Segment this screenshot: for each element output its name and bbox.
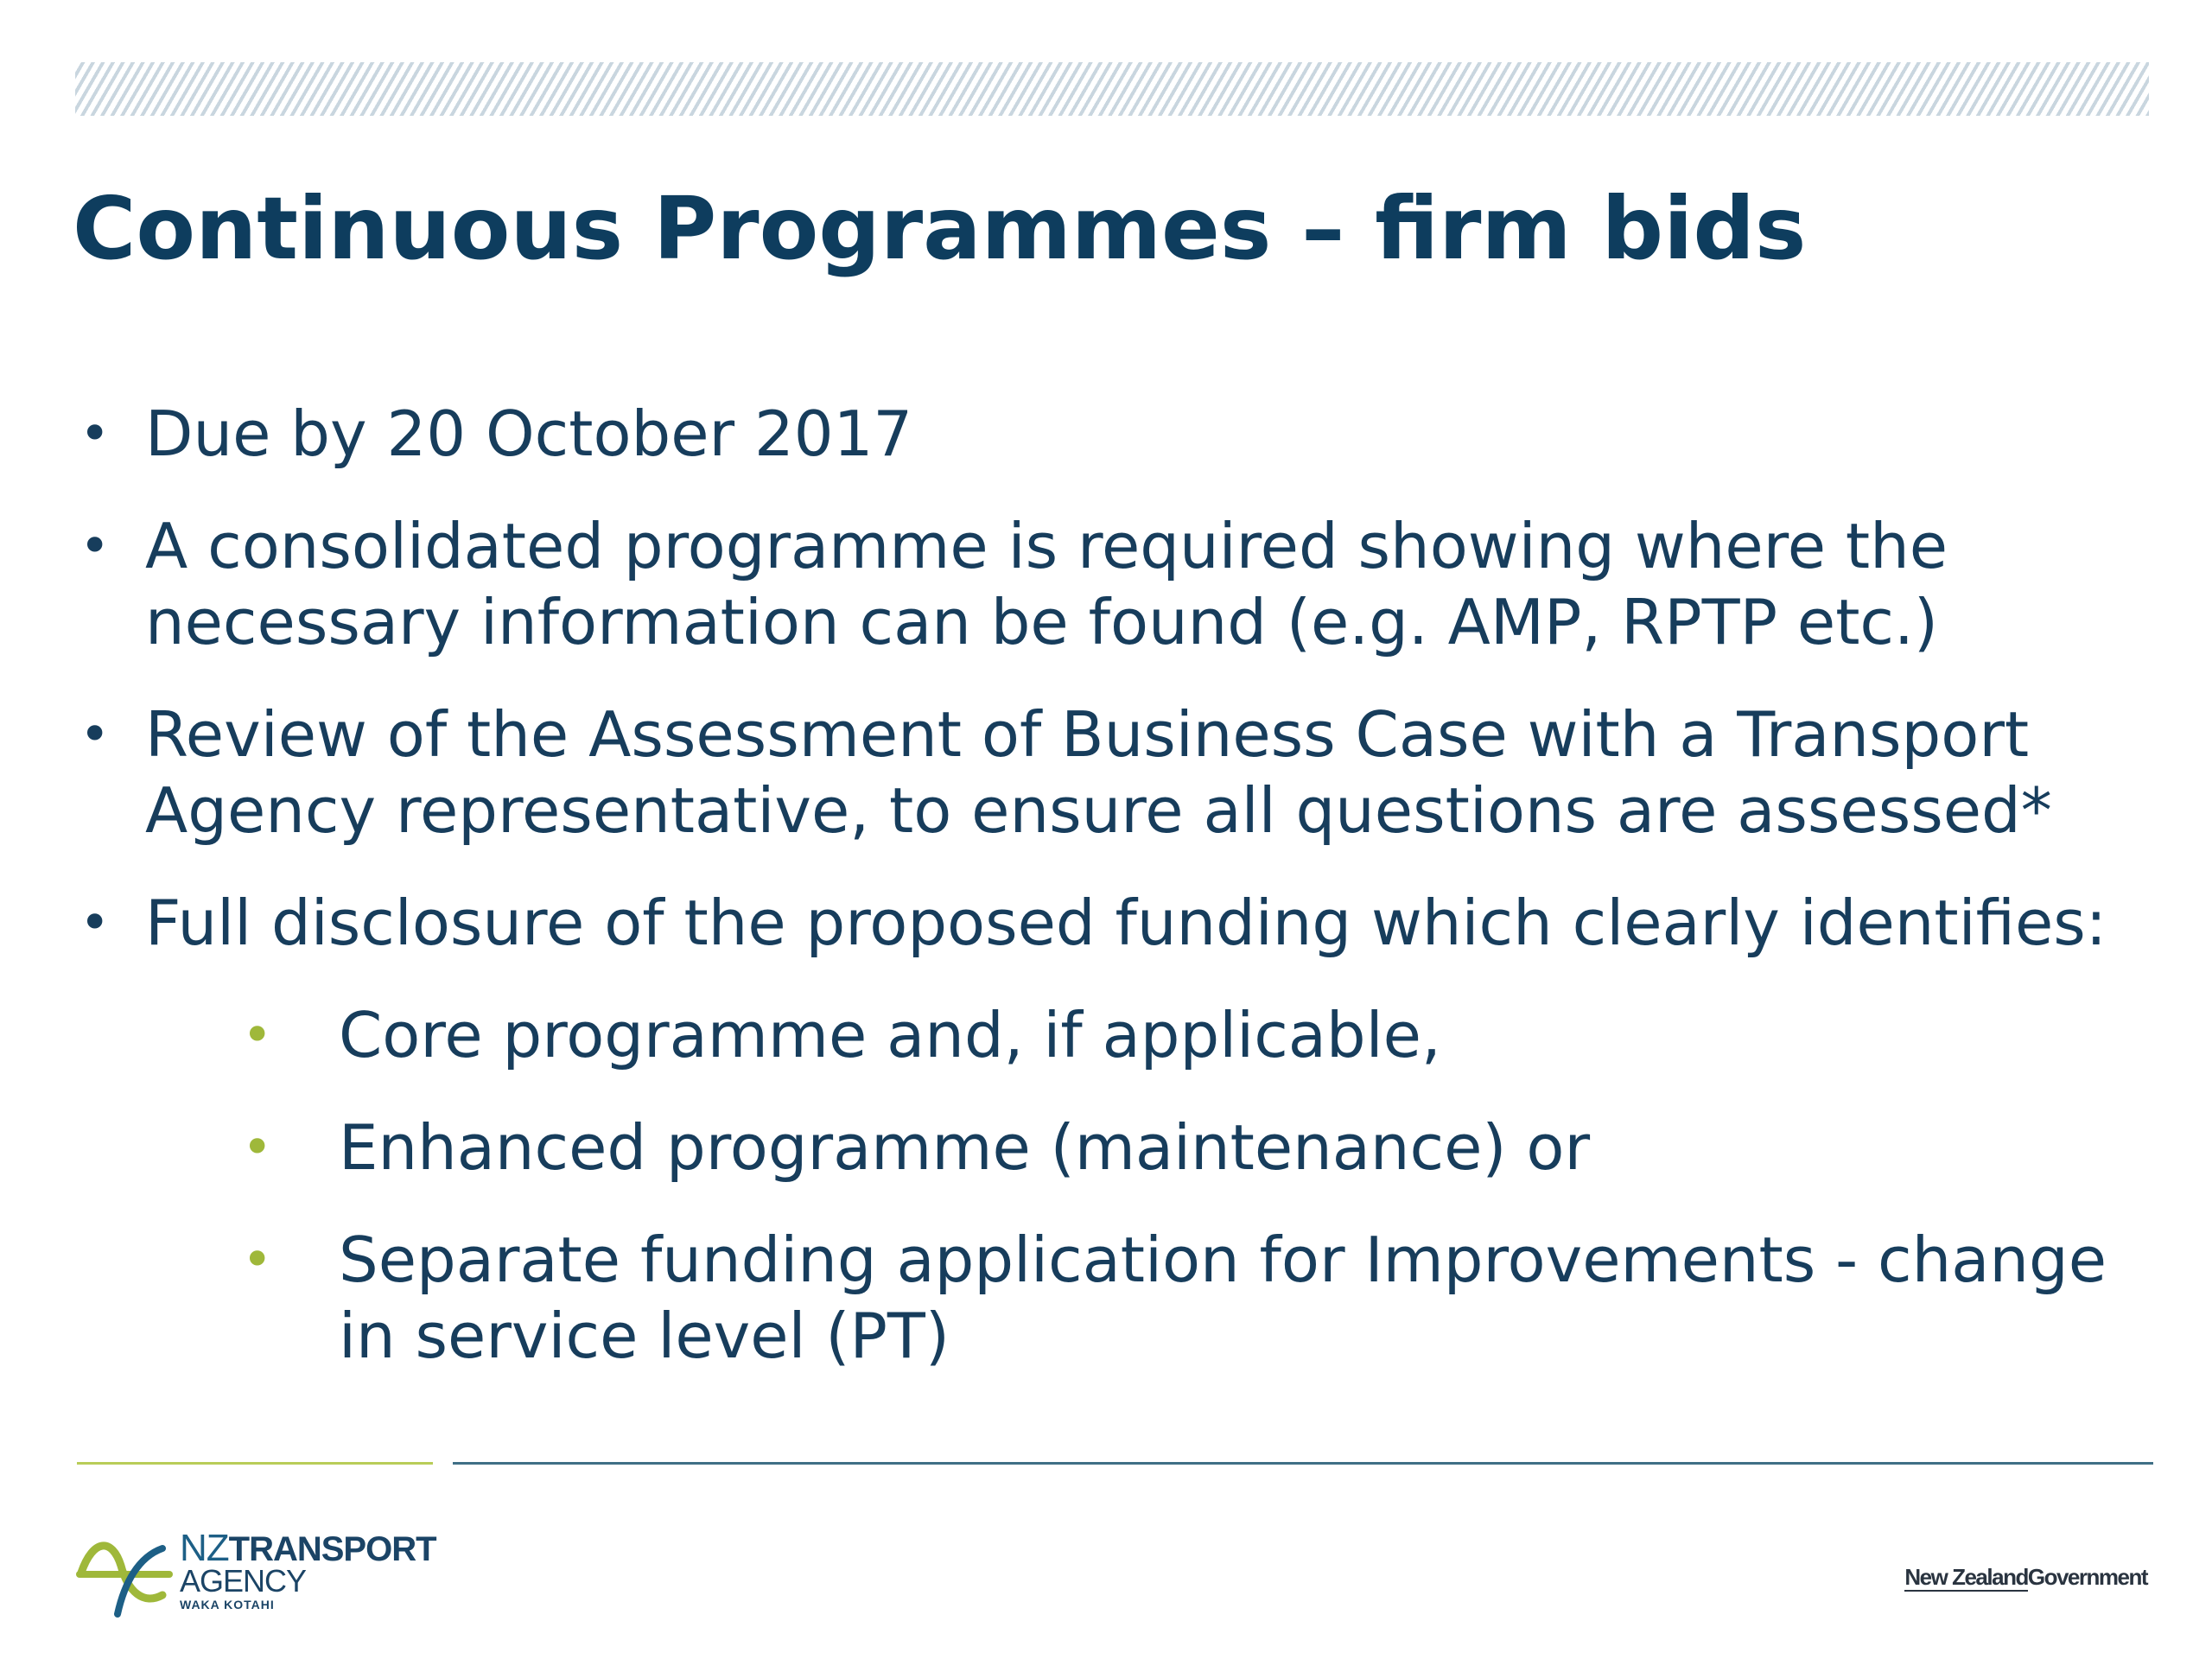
bullet-item [73, 508, 2164, 660]
logo-agency: AGENCY [180, 1563, 307, 1599]
footer-rule-blue [453, 1462, 2153, 1465]
sub-bullet-text: Enhanced programme (maintenance) or [339, 1111, 1591, 1184]
footer-rule-green [77, 1462, 433, 1465]
nz-government-logo [1904, 1564, 2147, 1591]
slide-title: Continuous Programmes – firm bids [73, 178, 1807, 279]
bullet-text: A consolidated programme is required showing where the necessary information can be found (e.g. AMP, RPTP etc.) [145, 510, 1948, 658]
sub-bullet-text: Core programme and, if applicable, [339, 999, 1441, 1071]
agency-emblem-icon [76, 1531, 178, 1618]
bullet-list [73, 396, 2164, 1410]
bullet-dot: • [79, 893, 111, 953]
bullet-dot: • [79, 516, 111, 576]
sub-bullet-dot: • [242, 1230, 273, 1290]
bullet-item [73, 696, 2164, 849]
sub-bullet-dot: • [242, 1117, 273, 1178]
bullet-item [73, 396, 2164, 472]
logo-nz: NZ [180, 1527, 229, 1569]
logo-transport: TRANSPORT [228, 1530, 436, 1568]
sub-bullet-item [73, 1222, 2164, 1374]
sub-bullet-dot: • [242, 1005, 273, 1065]
logo-waka-kotahi: WAKA KOTAHI [180, 1598, 275, 1611]
sub-bullet-item [73, 997, 2164, 1073]
bullet-text: Full disclosure of the proposed funding which clearly identifies: [145, 887, 2107, 959]
gov-new-zealand: New Zealand [1904, 1564, 2028, 1590]
bullet-text: Due by 20 October 2017 [145, 397, 913, 470]
bullet-dot: • [79, 404, 111, 464]
bullet-text: Review of the Assessment of Business Case with a Transport Agency representative, to ensure all questions are assessed* [145, 698, 2052, 847]
logo-wordmark [180, 1529, 436, 1611]
sub-bullet-item [73, 1109, 2164, 1185]
bullet-dot: • [79, 704, 111, 765]
sub-bullet-text: Separate funding application for Improvements - change in service level (PT) [339, 1224, 2107, 1372]
bullet-item [73, 885, 2164, 961]
gov-government: Government [2027, 1564, 2147, 1590]
nz-transport-agency-logo [76, 1527, 436, 1624]
header-hatch-band [75, 62, 2149, 116]
